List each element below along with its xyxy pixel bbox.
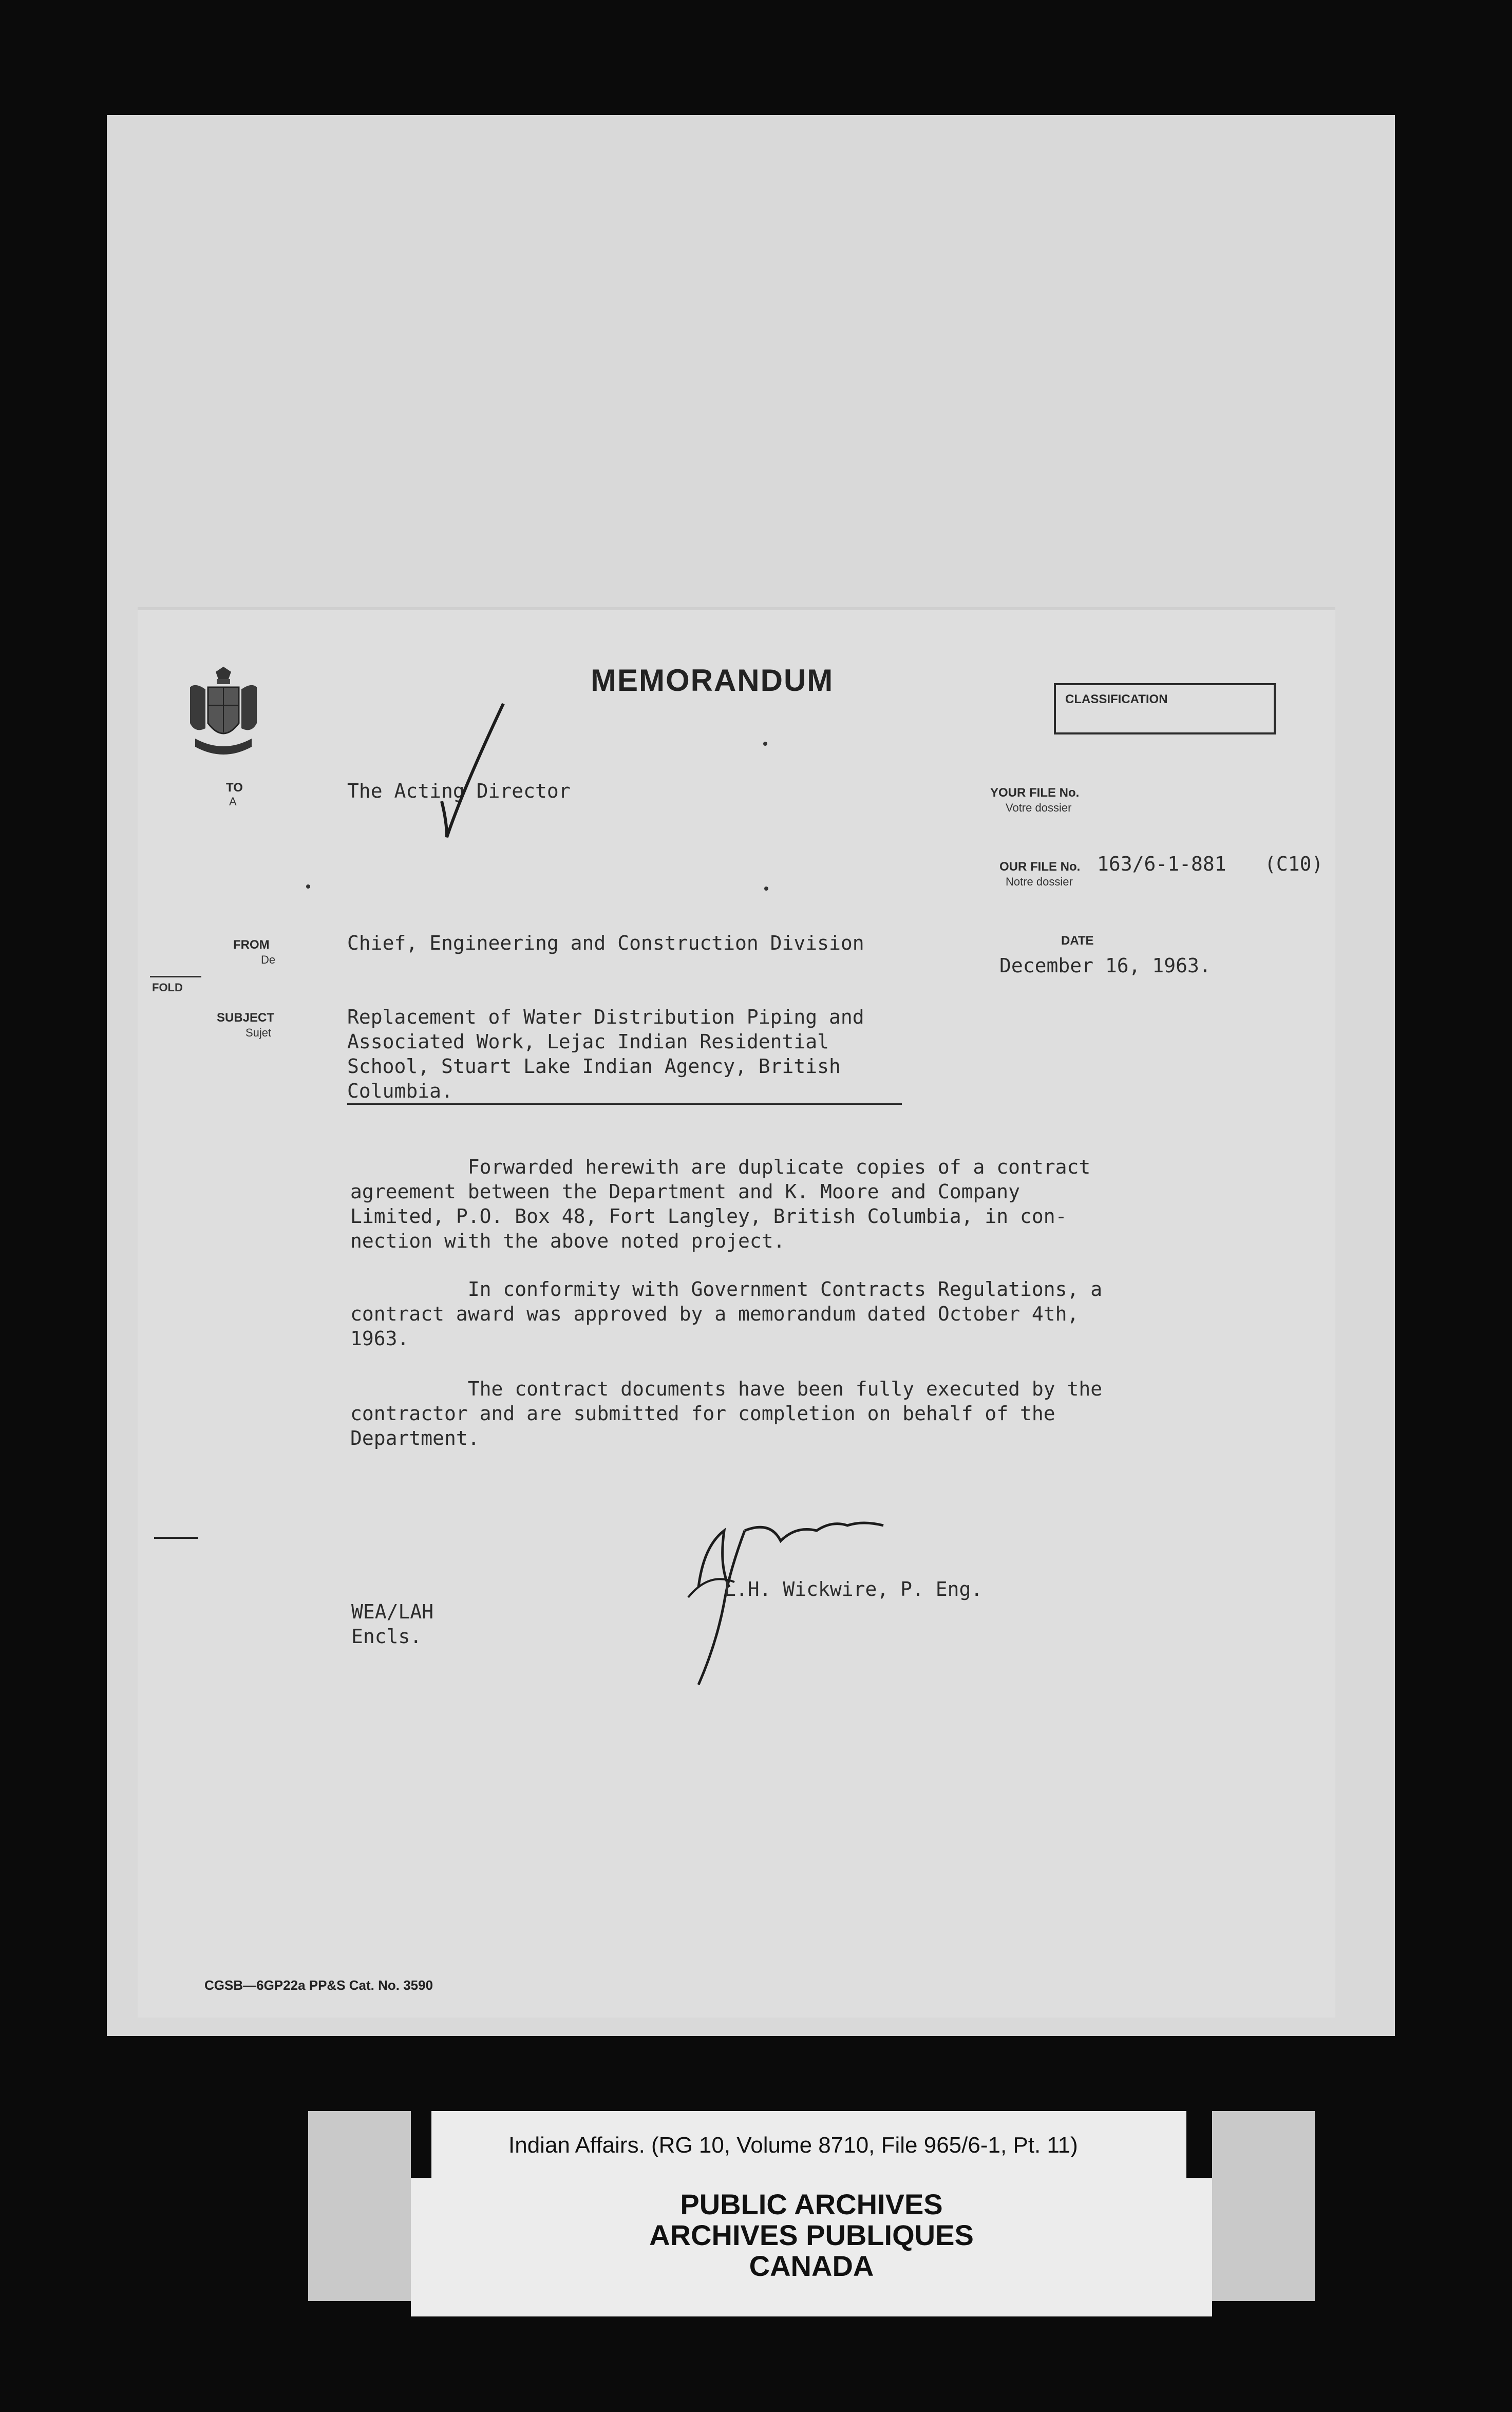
dot-mark <box>764 887 768 891</box>
margin-dash <box>154 1537 198 1539</box>
subject-line: Columbia. <box>347 1080 453 1102</box>
date-label: DATE <box>1061 934 1094 948</box>
body-paragraph <box>350 1155 1090 1253</box>
date-value: December 16, 1963. <box>999 954 1211 977</box>
body-line: agreement between the Department and K. Moore and Company <box>350 1180 1020 1203</box>
our-file-suffix: (C10) <box>1264 853 1324 875</box>
your-file-label-fr: Votre dossier <box>1006 801 1072 814</box>
dot-mark <box>306 884 310 889</box>
body-line: Limited, P.O. Box 48, Fort Langley, British Columbia, in con- <box>350 1205 1067 1228</box>
archive-clip-right <box>1212 2111 1315 2301</box>
archive-reference: Indian Affairs. (RG 10, Volume 8710, File 965/6-1, Pt. 11) <box>508 2133 1078 2158</box>
body-line: Department. <box>350 1427 480 1449</box>
body-paragraph <box>350 1277 1102 1351</box>
memo-title: MEMORANDUM <box>591 663 834 698</box>
classification-label: CLASSIFICATION <box>1065 692 1168 706</box>
form-number: CGSB—6GP22a PP&S Cat. No. 3590 <box>204 1977 433 1993</box>
archive-line1: PUBLIC ARCHIVES <box>680 2188 943 2220</box>
our-file-value: 163/6-1-881 <box>1097 853 1226 875</box>
subject-underline <box>347 1103 902 1105</box>
body-paragraph <box>350 1377 1102 1450</box>
from-value: Chief, Engineering and Construction Division <box>347 932 864 954</box>
your-file-label: YOUR FILE No. <box>990 786 1080 800</box>
fold-label: FOLD <box>152 981 183 994</box>
from-label: FROM <box>233 938 270 952</box>
from-label-fr: De <box>261 953 276 966</box>
subject-line: School, Stuart Lake Indian Agency, British <box>347 1055 841 1078</box>
our-file-label-fr: Notre dossier <box>1006 875 1073 888</box>
body-line: Forwarded herewith are duplicate copies of a contract <box>350 1156 1091 1178</box>
to-label-fr: A <box>229 795 237 808</box>
body-line: contract award was approved by a memorandum dated October 4th, <box>350 1303 1079 1325</box>
subject-label: SUBJECT <box>217 1011 275 1025</box>
to-label: TO <box>226 781 243 795</box>
dot-mark <box>763 742 767 746</box>
subject-line: Associated Work, Lejac Indian Residential <box>347 1030 829 1053</box>
signature-name: L.H. Wickwire, P. Eng. <box>724 1578 983 1600</box>
body-line: contractor and are submitted for completion on behalf of the <box>350 1402 1055 1425</box>
body-line: 1963. <box>350 1327 409 1350</box>
handwritten-signature <box>668 1510 904 1695</box>
to-value: The Acting Director <box>347 780 571 802</box>
fold-line <box>150 976 201 977</box>
coat-of-arms-icon <box>185 667 262 763</box>
archive-line2: ARCHIVES PUBLIQUES <box>649 2219 974 2251</box>
body-line: In conformity with Government Contracts Regulations, a <box>350 1278 1103 1301</box>
archive-line3: CANADA <box>749 2250 874 2282</box>
our-file-label: OUR FILE No. <box>999 860 1081 874</box>
classification-box <box>1054 683 1276 734</box>
archive-clip-left <box>308 2111 411 2301</box>
subject-label-fr: Sujet <box>245 1026 272 1039</box>
archive-reference-label <box>431 2111 1186 2178</box>
initials: WEA/LAH <box>351 1600 434 1623</box>
body-line: nection with the above noted project. <box>350 1230 785 1252</box>
subject-line: Replacement of Water Distribution Piping and <box>347 1006 864 1028</box>
archive-stamp <box>411 2178 1212 2316</box>
handwritten-check-mark <box>431 699 514 842</box>
enclosures: Encls. <box>351 1625 422 1648</box>
subject-value <box>347 1005 864 1103</box>
body-line: The contract documents have been fully executed by the <box>350 1378 1103 1400</box>
